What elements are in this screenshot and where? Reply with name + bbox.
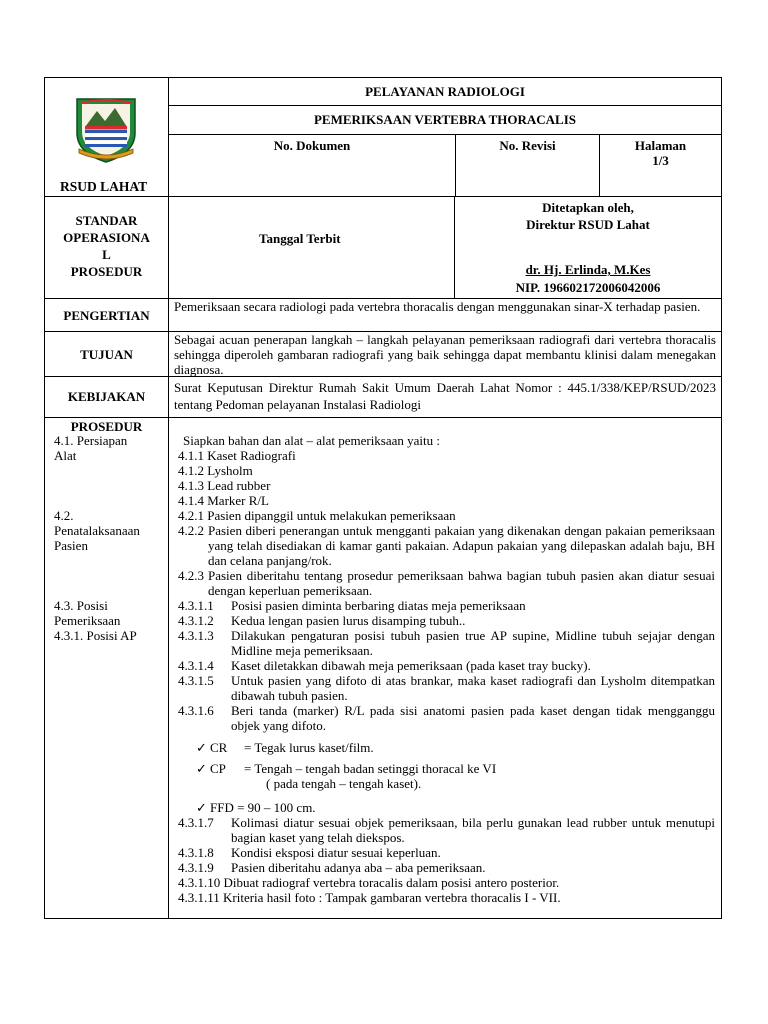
check-icon: ✓ [196, 761, 207, 776]
step-422 [178, 523, 715, 568]
no-dokumen-label: No. Dokumen [169, 135, 456, 196]
step-422-num: 4.2.2 [178, 523, 204, 538]
side-42c: Pasien [54, 538, 88, 553]
logo-cell [45, 78, 169, 196]
header-row [45, 78, 721, 197]
step-4312-num: 4.3.1.2 [178, 613, 214, 628]
step-4314 [178, 658, 715, 673]
cp-text-2: ( pada tengah – tengah kaset). [266, 776, 422, 791]
doc-title-2: PEMERIKSAAN VERTEBRA THORACALIS [169, 106, 721, 135]
step-4318-text: Kondisi eksposi diatur sesuai keperluan. [231, 845, 441, 860]
check-icon: ✓ [196, 800, 207, 815]
pengertian-text: Pemeriksaan secara radiologi pada vertebra thoracalis dengan menggunakan sinar-X terhadap pasien. [174, 299, 701, 314]
step-4316-num: 4.3.1.6 [178, 703, 214, 718]
step-4318-num: 4.3.1.8 [178, 845, 214, 860]
side-42b: Penatalaksanaan [54, 523, 140, 538]
step-4318 [178, 845, 715, 860]
doc-meta-row [169, 135, 721, 196]
ffd-line [178, 800, 715, 815]
prosedur-label: PROSEDUR [70, 419, 143, 434]
sop-document [44, 77, 722, 919]
step-414: 4.1.4 Marker R/L [178, 493, 269, 508]
cp-text: = Tengah – tengah badan setinggi thoracal ke VI [244, 761, 497, 776]
step-4311 [178, 598, 715, 613]
step-4319 [178, 860, 715, 875]
step-423 [178, 568, 715, 598]
ffd-text: FFD = 90 – 100 cm. [210, 800, 316, 815]
side-42a: 4.2. [54, 508, 74, 523]
doc-title-1: PELAYANAN RADIOLOGI [169, 78, 721, 106]
step-4315 [178, 673, 715, 703]
cr-text: = Tegak lurus kaset/film. [244, 740, 374, 755]
step-4315-num: 4.3.1.5 [178, 673, 214, 688]
step-4319-num: 4.3.1.9 [178, 860, 214, 875]
check-icon: ✓ [196, 740, 207, 755]
step-412: 4.1.2 Lysholm [178, 463, 253, 478]
kebijakan-label: KEBIJAKAN [45, 377, 169, 417]
step-4314-num: 4.3.1.4 [178, 658, 214, 673]
step-4316-text: Beri tanda (marker) R/L pada sisi anatomi pasien pada kaset dengan tidak mengganggu objek yang difoto. [231, 703, 715, 733]
halaman-value: 1/3 [652, 153, 669, 168]
side-41a: 4.1. Persiapan [54, 433, 128, 448]
cp-label: CP [210, 761, 226, 776]
step-4317 [178, 815, 715, 845]
side-43a: 4.3. Posisi [54, 598, 108, 613]
sop-row [45, 197, 721, 299]
step-423-num: 4.2.3 [178, 568, 204, 583]
step-4313-num: 4.3.1.3 [178, 628, 214, 643]
header-titles [169, 78, 721, 196]
cr-line [178, 740, 715, 755]
step-4312-text: Kedua lengan pasien lurus disamping tubuh.. [231, 613, 466, 628]
tanggal-terbit: Tanggal Terbit [169, 197, 455, 298]
regency-emblem-icon [71, 95, 141, 165]
sop-line-2: OPERASIONA [63, 230, 150, 245]
cr-label: CR [210, 740, 228, 755]
prosedur-body [169, 418, 721, 918]
side-431: 4.3.1. Posisi AP [54, 628, 137, 643]
step-4313 [178, 628, 715, 658]
ditetapkan-text: Ditetapkan oleh, [542, 200, 634, 215]
step-421: 4.2.1 Pasien dipanggil untuk melakukan pemeriksaan [178, 508, 456, 523]
kebijakan-text: Surat Keputusan Direktur Rumah Sakit Umum Daerah Lahat Nomor : 445.1/338/KEP/RSUD/2023 tentang Pedoman pelayanan Instalasi Radiologi [174, 380, 716, 412]
approval-cell [455, 197, 721, 298]
direktur-text: Direktur RSUD Lahat [526, 217, 650, 232]
halaman-cell [600, 135, 721, 196]
step-422-text: Pasien diberi penerangan untuk mengganti pakaian yang dikenakan dengan pakaian pemeriksaan yang telah disediakan di kamar ganti pakaian. Adapun pakaian yang dilepaskan adalah baju, BH dan celana panjang/rok. [208, 523, 715, 568]
side-43b: Pemeriksaan [54, 613, 121, 628]
halaman-label: Halaman [634, 138, 687, 153]
pengertian-label: PENGERTIAN [45, 299, 169, 331]
side-41b: Alat [54, 448, 77, 463]
tujuan-label: TUJUAN [45, 332, 169, 376]
step-4315-text: Untuk pasien yang difoto di atas brankar, maka kaset radiografi dan Lysholm ditempatkan dibawah tubuh pasien. [231, 673, 715, 703]
signer-name: dr. Hj. Erlinda, M.Kes [525, 262, 651, 277]
sop-body [169, 197, 721, 298]
step-43111: 4.3.1.11 Kriteria hasil foto : Tampak gambaran vertebra thoracalis I - VII. [178, 890, 561, 905]
sop-line-4: PROSEDUR [70, 264, 143, 279]
pengertian-row [45, 299, 721, 332]
step-4314-text: Kaset diletakkan dibawah meja pemeriksaan (pada kaset tray bucky). [231, 658, 591, 673]
step-4311-num: 4.3.1.1 [178, 598, 214, 613]
step-423-text: Pasien diberitahu tentang prosedur pemeriksaan bahwa bagian tubuh pasien akan diatur sesuai dengan keperluan pemeriksaan. [208, 568, 715, 598]
prosedur-side [45, 418, 169, 918]
sop-label [45, 197, 169, 298]
step-4312 [178, 613, 715, 628]
sop-line-3: L [102, 247, 111, 262]
step-4313-text: Dilakukan pengaturan posisi tubuh pasien true AP supine, Midline tubuh sejajar dengan Midline meja pemeriksaan. [231, 628, 715, 658]
step-4317-text: Kolimasi diatur sesuai objek pemeriksaan, bila perlu gunakan lead rubber untuk menutupi bagian kaset yang telah diekspos. [231, 815, 715, 845]
tujuan-row [45, 332, 721, 377]
cp-line [178, 761, 715, 776]
institution-name: RSUD LAHAT [60, 179, 148, 194]
step-4311-text: Posisi pasien diminta berbaring diatas meja pemeriksaan [231, 598, 526, 613]
prosedur-row [45, 418, 721, 918]
no-revisi-label: No. Revisi [456, 135, 600, 196]
step-intro: Siapkan bahan dan alat – alat pemeriksaan yaitu : [183, 433, 441, 448]
step-43110: 4.3.1.10 Dibuat radiograf vertebra toracalis dalam posisi antero posterior. [178, 875, 560, 890]
step-4317-num: 4.3.1.7 [178, 815, 214, 830]
signer-nip: NIP. 196602172006042006 [515, 280, 661, 295]
step-411: 4.1.1 Kaset Radiografi [178, 448, 296, 463]
step-4316 [178, 703, 715, 733]
tujuan-text: Sebagai acuan penerapan langkah – langkah pelayanan pemeriksaan radiografi dari vertebra thoracalis sehingga diperoleh gambaran radiografi yang baik sehingga dapat membantu klinisi dalam menegakan diagnosa. [174, 332, 716, 377]
step-413: 4.1.3 Lead rubber [178, 478, 271, 493]
step-4319-text: Pasien diberitahu adanya aba – aba pemeriksaan. [231, 860, 486, 875]
sop-line-1: STANDAR [75, 213, 138, 228]
kebijakan-row [45, 377, 721, 418]
